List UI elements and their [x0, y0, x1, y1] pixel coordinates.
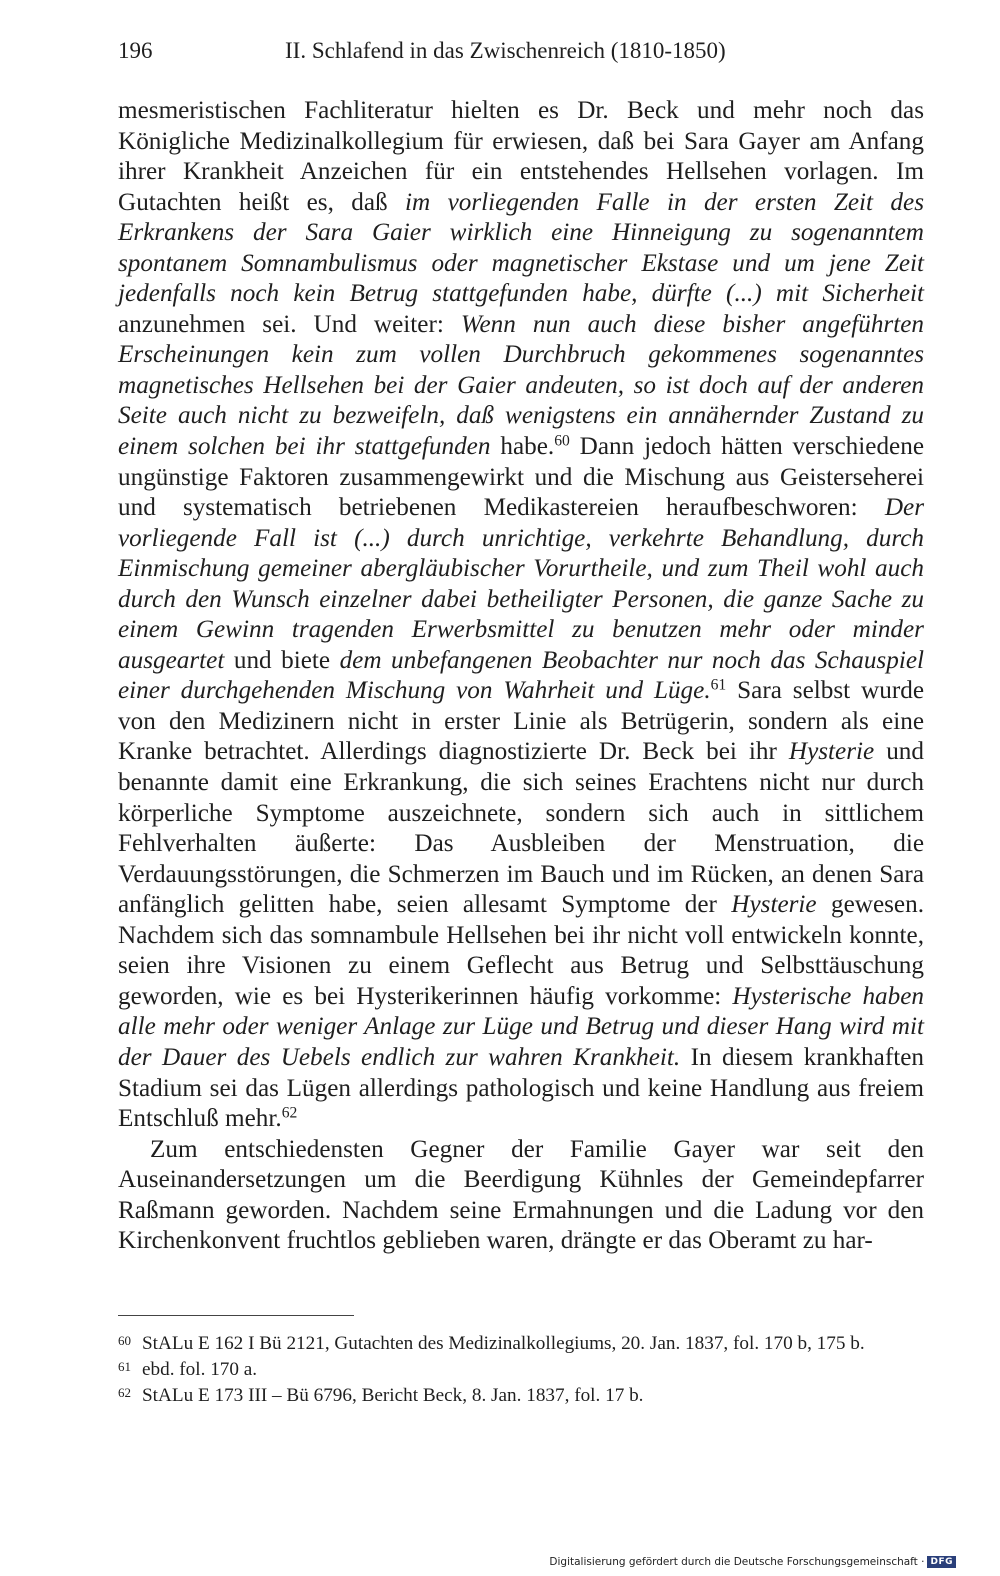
text-run: und benannte damit eine Erkrankung, die sich seines Erachtens nicht nur durch körperliche Symptome auszeichnete, sondern sich auch in sittlichem Fehlverhalten äußerte: Das Ausbleiben der Menstruation, die Verdauungsstörungen, die Schmerzen im Bauch und im Rücken, an denen Sara anfänglich gelitten habe, seien allesamt Symptome der: [118, 738, 924, 919]
digitization-notice: [549, 1556, 956, 1568]
digitization-text: Digitalisierung gefördert durch die Deutsche Forschungsgemeinschaft ·: [549, 1556, 925, 1568]
text-run: Dann jedoch hätten verschiedene ungünstige Faktoren zusammengewirkt und die Mischung aus Geisterseherei und systematisch betriebenen Medikastereien heraufbeschworen:: [118, 433, 924, 522]
quote-run: im vorliegenden Falle in der ersten Zeit des Erkrankens der Sara Gaier wirklich eine Hinneigung zu sogenanntem spontanem Somnambulismus oder magnetischer Ekstase und um jene Zeit jedenfalls noch kein Betrug stattgefunden habe, dürfte (...) mit Sicherheit: [118, 188, 924, 308]
footnotes: [118, 1331, 924, 1409]
text-run: mesmeristischen Fachliteratur hielten es Dr. Beck und mehr noch das Königliche Medizinalkollegium für erwiesen, daß bei Sara Gayer am Anfang ihrer Krankheit Anzeichen für ein entstehendes Hellsehen vorlagen. Im Gutachten heißt es, daß: [118, 97, 924, 216]
quote-run: Hysterie: [731, 891, 817, 919]
text-run: gewesen. Nachdem sich das somnambule Hellsehen bei ihr nicht voll entwickeln konnte, seien ihre Visionen zu einem Geflecht aus Betrug und Selbsttäuschung geworden, wie es bei Hysterikerinnen häufig vorkomme:: [118, 891, 924, 1010]
page-header: [118, 36, 924, 70]
paragraph-1: [118, 96, 924, 1135]
footnote-61: [118, 1357, 924, 1383]
footnote-ref: 61: [710, 676, 727, 694]
footnote-60: [118, 1331, 924, 1357]
footnote-ref: 60: [554, 432, 570, 450]
footnote-62: [118, 1383, 924, 1409]
quote-run: dem unbefangenen Beobachter nur noch das Schauspiel einer durchgehenden Mischung von Wahrheit und Lüge.: [118, 646, 924, 705]
main-text: [118, 96, 924, 1257]
footnote-text: StALu E 162 I Bü 2121, Gutachten des Medizinalkollegiums, 20. Jan. 1837, fol. 170 b, 175 b.: [142, 1333, 865, 1354]
footnote-text: ebd. fol. 170 a.: [142, 1359, 258, 1380]
text-run: habe.: [490, 433, 555, 461]
text-run: In diesem krankhaften Stadium sei das Lügen allerdings pathologisch und keine Handlung aus freiem Entschluß mehr.: [118, 1043, 924, 1133]
footnote-number: 62: [118, 1385, 131, 1400]
text-run: Sara selbst wurde von den Medizinern nicht in erster Linie als Betrügerin, sondern als eine Kranke betrachtet. Allerdings diagnostizierte Dr. Beck bei ihr: [118, 677, 925, 766]
paragraph-2: Zum entschiedensten Gegner der Familie Gayer war seit den Auseinandersetzungen um die Beerdigung Kühnles der Gemeindepfarrer Raßmann geworden. Nachdem seine Ermahnungen und die Ladung vor den Kirchenkonvent fruchtlos geblieben waren, drängte er das Oberamt zu har-: [118, 1135, 924, 1255]
dfg-logo: DFG: [927, 1556, 956, 1568]
quote-run: Hysterische haben alle mehr oder weniger Anlage zur Lüge und Betrug und dieser Hang wird mit der Dauer des Uebels endlich zur wahren Krankheit.: [118, 982, 924, 1071]
text-run: anzunehmen sei. Und weiter:: [118, 310, 461, 338]
page-number: 196: [118, 38, 153, 63]
quote-run: Wenn nun auch diese bisher angeführten Erscheinungen kein zum vollen Durchbruch gekommenes sogenanntes magnetisches Hellsehen bei der Gaier andeuten, so ist doch auf der anderen Seite auch nicht zu bezweifeln, daß wenigstens ein annähernder Zustand zu einem solchen bei ihr stattgefunden: [118, 310, 924, 461]
footnote-text: StALu E 173 III – Bü 6796, Bericht Beck, 8. Jan. 1837, fol. 17 b.: [142, 1385, 644, 1406]
text-run: und biete: [224, 646, 340, 674]
footnote-number: 60: [118, 1333, 131, 1348]
quote-run: Hysterie: [788, 738, 875, 766]
footnote-rule: [118, 1315, 354, 1316]
running-title: II. Schlafend in das Zwischenreich (1810-1850): [285, 38, 726, 63]
footnote-ref: 62: [281, 1104, 298, 1122]
quote-run: Der vorliegende Fall ist (...) durch unrichtige, verkehrte Behandlung, durch Einmischung gemeiner abergläubischer Vorurtheile, und zum Theil wohl auch durch den Wunsch einzelner dabei betheiligter Personen, die ganze Sache zu einem Gewinn tragenden Erwerbsmittel zu benutzen mehr oder minder ausgeartet: [118, 494, 924, 674]
footnote-number: 61: [118, 1359, 131, 1374]
